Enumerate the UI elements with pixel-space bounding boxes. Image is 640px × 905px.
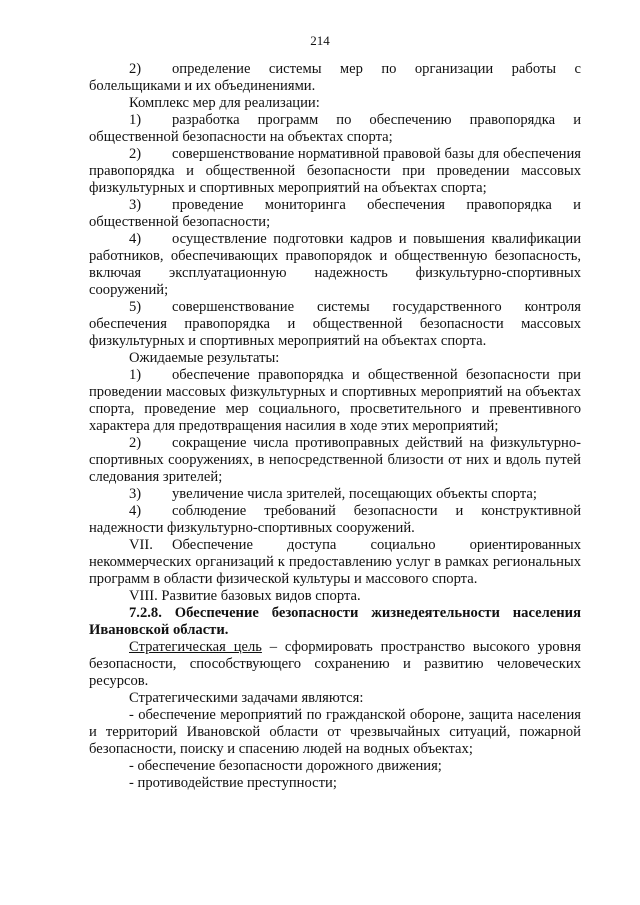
item-number: 1)	[129, 367, 142, 383]
list-item	[89, 435, 581, 486]
tasks-intro: Стратегическими задачами являются:	[129, 690, 364, 706]
item-text: соблюдение требований безопасности и конструктивной надежности физкультурно-спортивных сооружений.	[89, 503, 581, 536]
list-item	[89, 61, 581, 95]
paragraph	[89, 350, 581, 367]
list-item	[89, 197, 581, 231]
paragraph	[89, 588, 581, 605]
task-item: - противодействие преступности;	[129, 775, 337, 791]
item-text: осуществление подготовки кадров и повышения квалификации работников, обеспечивающих правопорядок и общественную безопасность, включая эксплуатационную надежность физкультурно-спортивных сооружений;	[89, 231, 581, 298]
section-heading: 7.2.8. Обеспечение безопасности жизнедеятельности населения Ивановской области.	[89, 605, 581, 638]
item-number: 4)	[129, 231, 142, 247]
list-item	[89, 112, 581, 146]
paragraph-text: Комплекс мер для реализации:	[129, 95, 320, 111]
item-text: сокращение числа противоправных действий на физкультурно-спортивных сооружениях, в непосредственной близости от них и вдоль путей следования зрителей;	[89, 435, 581, 485]
paragraph	[89, 95, 581, 112]
list-item	[89, 367, 581, 435]
list-item	[89, 146, 581, 197]
goal-label: Стратегическая цель	[129, 639, 262, 655]
item-text: совершенствование системы государственного контроля обеспечения правопорядка и общественной безопасности массовых физкультурных и спортивных мероприятий на объектах спорта.	[89, 299, 581, 349]
item-number: 2)	[129, 435, 142, 451]
list-item	[89, 231, 581, 299]
strategic-goal	[89, 639, 581, 690]
list-item	[89, 486, 581, 503]
item-number: 3)	[129, 197, 142, 213]
item-text: совершенствование нормативной правовой базы для обеспечения правопорядка и общественной безопасности при проведении массовых физкультурных и спортивных мероприятий на объектах спорта;	[89, 146, 581, 196]
item-number: 3)	[129, 486, 142, 502]
document-body	[89, 61, 581, 792]
goal-text: – сформировать пространство высокого уровня безопасности, способствующего сохранению и развитию человеческих ресурсов.	[89, 639, 581, 689]
item-text: проведение мониторинга обеспечения правопорядка и общественной безопасности;	[89, 197, 581, 230]
item-number: 1)	[129, 112, 142, 128]
paragraph-text: Ожидаемые результаты:	[129, 350, 280, 366]
item-text: разработка программ по обеспечению правопорядка и общественной безопасности на объектах спорта;	[89, 112, 581, 145]
item-text: обеспечение правопорядка и общественной безопасности при проведении массовых физкультурных и спортивных мероприятий на объектах спорта, проведение мер социального, просветительного и превентивного характера для предотвращения насилия в ходе этих мероприятий;	[89, 367, 581, 434]
list-item	[89, 503, 581, 537]
task-item: - обеспечение безопасности дорожного движения;	[129, 758, 442, 774]
item-text: увеличение числа зрителей, посещающих объекты спорта;	[172, 486, 537, 502]
item-number: VII.	[129, 537, 153, 553]
task-item: - обеспечение мероприятий по гражданской обороне, защита населения и территорий Ивановской области от чрезвычайных ситуаций, пожарной безопасности, поиску и спасению людей на водных объектах;	[89, 707, 581, 757]
paragraph-text: VIII. Развитие базовых видов спорта.	[129, 588, 361, 604]
item-number: 4)	[129, 503, 142, 519]
item-text: определение системы мер по организации работы с болельщиками и их объединениями.	[89, 61, 581, 94]
item-number: 2)	[129, 146, 142, 162]
item-text: Обеспечение доступа социально ориентированных некоммерческих организаций к предоставлению услуг в рамках региональных программ в области физической культуры и массового спорта.	[89, 537, 581, 587]
item-number: 2)	[129, 61, 142, 77]
page-number: 214	[310, 33, 330, 48]
list-item	[89, 299, 581, 350]
item-number: 5)	[129, 299, 142, 315]
list-item	[89, 537, 581, 588]
